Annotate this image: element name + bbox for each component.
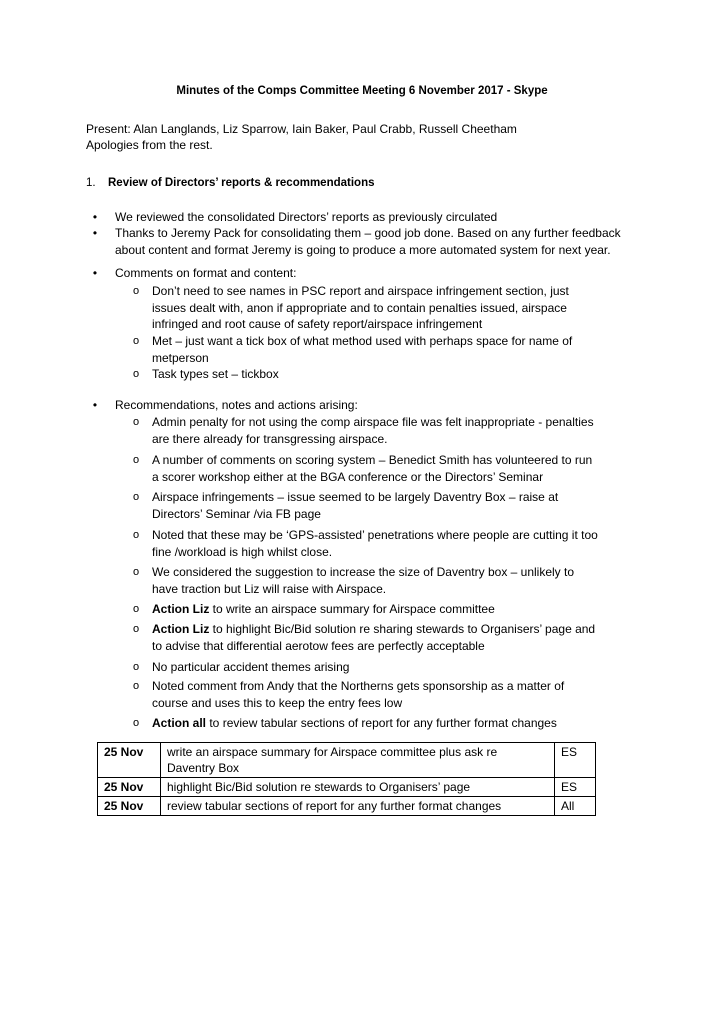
sub-list-item — [129, 601, 599, 618]
sub-list-item — [129, 621, 599, 654]
action-owner-cell: All — [555, 797, 596, 816]
actions-table — [97, 742, 596, 816]
sub-list — [129, 452, 599, 485]
circle-bullet-icon: o — [132, 285, 140, 297]
sub-list-item — [129, 283, 599, 333]
sub-list-item — [129, 366, 599, 383]
circle-bullet-icon: o — [132, 529, 140, 541]
sub-list — [129, 527, 599, 560]
list-item — [88, 209, 648, 226]
circle-bullet-icon: o — [132, 661, 140, 673]
table-row — [98, 743, 596, 778]
bullet-list — [88, 225, 648, 258]
list-item — [88, 397, 648, 414]
sub-list — [129, 283, 599, 333]
sub-list-item — [129, 489, 599, 522]
list-item — [88, 265, 648, 282]
sub-list-item-text: Noted that these may be ‘GPS-assisted’ penetrations where people are cutting it too fine /workload is high whilst close. — [152, 528, 598, 559]
sub-list-item — [129, 333, 599, 366]
bullet-icon: • — [92, 266, 98, 280]
sub-list-item-text: We considered the suggestion to increase the size of Daventry box – unlikely to have traction but Liz will raise with Airspace. — [152, 565, 575, 596]
sub-list-item-text: Task types set – tickbox — [152, 367, 279, 381]
sub-list-item — [129, 564, 599, 597]
circle-bullet-icon: o — [132, 416, 140, 428]
sub-list-item-text: Admin penalty for not using the comp airspace file was felt inappropriate - penalties are there already for transgressing airspace. — [152, 415, 594, 446]
list-item — [88, 225, 648, 258]
sub-list — [129, 601, 599, 618]
action-owner: Action all — [152, 716, 207, 730]
section-heading — [86, 175, 375, 191]
action-date-cell: 25 Nov — [98, 797, 161, 816]
sub-list-item-text: A number of comments on scoring system – Benedict Smith has volunteered to run a scorer workshop either at the BGA conference or the Directors’ Seminar — [152, 453, 593, 484]
sub-list-item — [129, 715, 599, 732]
list-item-text: Thanks to Jeremy Pack for consolidating them – good job done. Based on any further feedback about content and format Jeremy is going to produce a more automated system for next year. — [115, 226, 621, 257]
action-task-cell: write an airspace summary for Airspace committee plus ask re Daventry Box — [161, 743, 555, 778]
bullet-icon: • — [92, 210, 98, 224]
circle-bullet-icon: o — [132, 566, 140, 578]
attendees-line: Present: Alan Langlands, Liz Sparrow, Iain Baker, Paul Crabb, Russell Cheetham — [86, 122, 517, 136]
bullet-icon: • — [92, 398, 98, 412]
sub-list — [129, 678, 599, 711]
sub-list-item — [129, 659, 599, 676]
circle-bullet-icon: o — [132, 603, 140, 615]
action-owner-cell: ES — [555, 743, 596, 778]
sub-list — [129, 621, 599, 654]
action-owner: Action Liz — [152, 602, 210, 616]
page-title: Minutes of the Comps Committee Meeting 6 November 2017 - Skype — [176, 85, 548, 97]
action-date-cell: 25 Nov — [98, 778, 161, 797]
circle-bullet-icon: o — [132, 623, 140, 635]
action-task-cell: review tabular sections of report for any further format changes — [161, 797, 555, 816]
action-owner: Action Liz — [152, 622, 210, 636]
sub-list-item-text: Airspace infringements – issue seemed to be largely Daventry Box – raise at Directors’ Seminar /via FB page — [152, 490, 559, 521]
sub-list-item-text: Met – just want a tick box of what method used with perhaps space for name of metperson — [152, 334, 573, 365]
sub-list — [129, 715, 599, 732]
sub-list — [129, 659, 599, 676]
sub-list-item — [129, 414, 599, 447]
sub-list-item-text: to highlight Bic/Bid solution re sharing stewards to Organisers’ page and to advise that differential aerotow fees are perfectly acceptable — [152, 622, 596, 653]
apologies-line: Apologies from the rest. — [86, 138, 213, 152]
bullet-list — [88, 209, 648, 226]
sub-list — [129, 414, 599, 447]
circle-bullet-icon: o — [132, 491, 140, 503]
circle-bullet-icon: o — [132, 717, 140, 729]
circle-bullet-icon: o — [132, 335, 140, 347]
sub-list-item — [129, 678, 599, 711]
sub-list-item-text: Noted comment from Andy that the Northerns gets sponsorship as a matter of course and uses this to keep the entry fees low — [152, 679, 565, 710]
sub-list — [129, 333, 599, 366]
bullet-list — [88, 265, 648, 282]
action-owner-cell: ES — [555, 778, 596, 797]
table-row — [98, 778, 596, 797]
action-task-cell: highlight Bic/Bid solution re stewards to Organisers’ page — [161, 778, 555, 797]
action-date-cell: 25 Nov — [98, 743, 161, 778]
circle-bullet-icon: o — [132, 680, 140, 692]
sub-list-item-text: No particular accident themes arising — [152, 660, 350, 674]
sub-list-item-text: to write an airspace summary for Airspace committee — [209, 602, 495, 616]
sub-list — [129, 489, 599, 522]
circle-bullet-icon: o — [132, 454, 140, 466]
sub-list-item — [129, 452, 599, 485]
sub-list-item-text: Don’t need to see names in PSC report and airspace infringement section, just issues dealt with, anon if appropriate and to contain penalties issued, airspace infringed and root cause of safety report/airspace infringement — [152, 284, 569, 331]
sub-list — [129, 564, 599, 597]
sub-list-item-text: to review tabular sections of report for any further format changes — [206, 716, 557, 730]
sub-list-item — [129, 527, 599, 560]
sub-list — [129, 366, 599, 383]
section-heading-text: Review of Directors’ reports & recommendations — [108, 177, 375, 189]
bullet-icon: • — [92, 226, 98, 240]
list-item-text: Comments on format and content: — [115, 266, 297, 280]
circle-bullet-icon: o — [132, 368, 140, 380]
list-item-text: We reviewed the consolidated Directors’ reports as previously circulated — [115, 210, 498, 224]
table-row — [98, 797, 596, 816]
list-item-text: Recommendations, notes and actions arising: — [115, 398, 358, 412]
section-number: 1. — [86, 177, 96, 189]
bullet-list — [88, 397, 648, 414]
